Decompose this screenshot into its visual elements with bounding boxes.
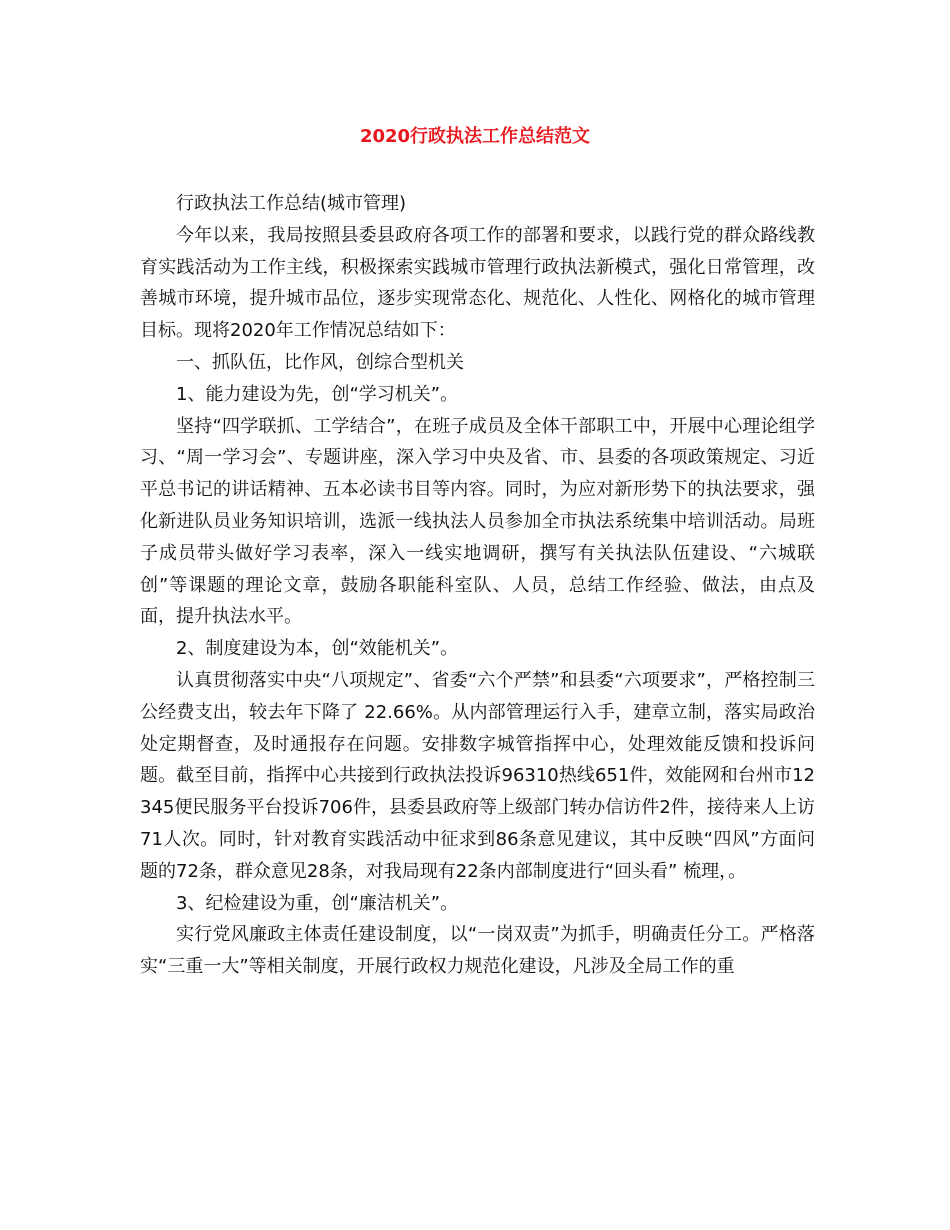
- document-body: [140, 188, 815, 983]
- subsection-heading-2: 2、制度建设为本，创“效能机关”。: [176, 638, 459, 660]
- section-heading-1: 一、抓队伍，比作风，创综合型机关: [176, 351, 464, 373]
- paragraph-learning: 坚持“四学联抓、工学结合”，在班子成员及全体干部职工中，开展中心理论组学习、“周一学习会”、专题讲座，深入学习中央及省、市、县委的各项政策规定、习近平总书记的讲话精神、五本必读书目等内容。同时，为应对新形势下的执法要求，强化新进队员业务知识培训，选派一线执法人员参加全市执法系统集中培训活动。局班子成员带头做好学习表率，深入一线实地调研，撰写有关执法队伍建设、“六城联创”等课题的理论文章，鼓励各职能科室队、人员，总结工作经验、做法，由点及面，提升执法水平。: [140, 415, 815, 628]
- paragraph-integrity: 实行党风廉政主体责任建设制度，以“一岗双责”为抓手，明确责任分工。严格落实“三重一大”等相关制度，开展行政权力规范化建设，凡涉及全局工作的重: [140, 924, 815, 978]
- subsection-heading-3: 3、纪检建设为重，创“廉洁机关”。: [176, 892, 459, 914]
- subsection-heading-1: 1、能力建设为先，创“学习机关”。: [176, 383, 459, 405]
- paragraph-intro: 今年以来，我局按照县委县政府各项工作的部署和要求，以践行党的群众路线教育实践活动为工作主线，积极探索实践城市管理行政执法新模式，强化日常管理，改善城市环境，提升城市品位，逐步实现常态化、规范化、人性化、网格化的城市管理目标。现将2020年工作情况总结如下：: [140, 224, 815, 342]
- paragraph-efficiency: 认真贯彻落实中央“八项规定”、省委“六个严禁”和县委“六项要求”，严格控制三公经费支出，较去年下降了 22.66%。从内部管理运行入手，建章立制，落实局政治处定期督查，及时通报存在问题。安排数字城管指挥中心，处理效能反馈和投诉问题。截至目前，指挥中心共接到行政执法投诉96310热线651件，效能网和台州市12345便民服务平台投诉706件，县委县政府等上级部门转办信访件2件，接待来人上访 71人次。同时，针对教育实践活动中征求到86条意见建议，其中反映“四风”方面问题的72条，群众意见28条，对我局现有22条内部制度进行“回头看” 梳理，。: [140, 669, 815, 882]
- paragraph-subtitle: 行政执法工作总结(城市管理): [176, 193, 407, 214]
- document-title: 2020行政执法工作总结范文: [359, 126, 591, 147]
